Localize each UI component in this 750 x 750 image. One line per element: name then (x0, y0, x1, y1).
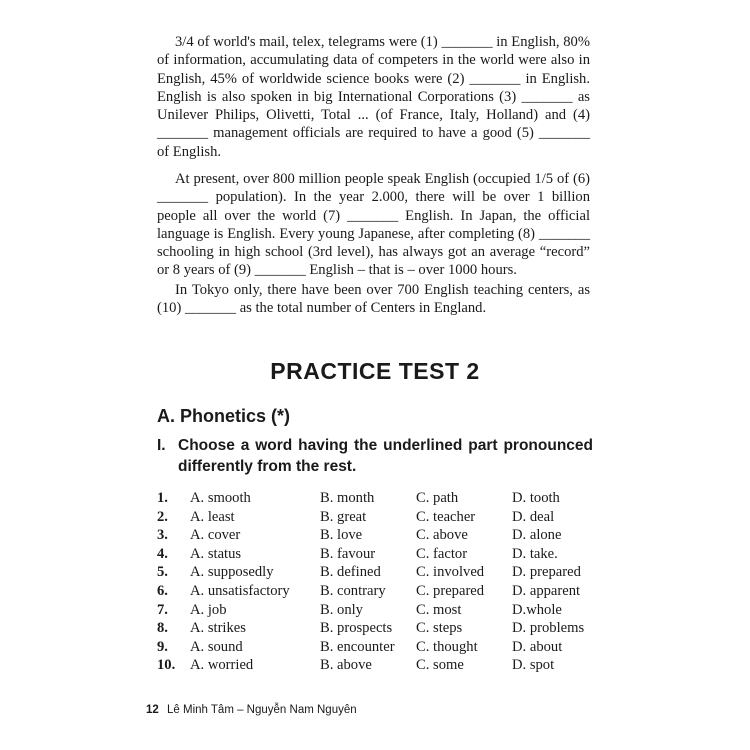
option-a: A. strikes (190, 620, 246, 637)
option-c: C. prepared (416, 582, 485, 599)
option-a: A. smooth (190, 490, 251, 506)
option-d: D. take. (512, 545, 558, 562)
option-d: D. deal (512, 508, 555, 525)
question-row (157, 509, 597, 528)
option-c: C. factor (416, 545, 468, 562)
passage-paragraph-1: 3/4 of world's mail, telex, telegrams were (1) _______ in English, 80% of information, accumulating data of competers in the world were also in English, 45% of worldwide science books were (2) _______ in English. English is also spoken in big International Corporations (3) _______ as Unilever Philips, Olivetti, Total ... (of France, Italy, Holland) and (4) _______ management officials are required to have a good (5) _______ of English. (157, 34, 590, 160)
option-c: C. above (416, 527, 468, 544)
option-d: D. alone (512, 527, 562, 544)
page-footer (146, 704, 357, 716)
option-a: A. worried (190, 657, 254, 674)
passage-paragraph-3: In Tokyo only, there have been over 700 English teaching centers, as (10) _______ as the total number of Centers in England. (157, 282, 590, 317)
question-row (157, 639, 597, 658)
option-a: A. status (190, 545, 242, 562)
question-row (157, 602, 597, 621)
option-a: A. cover (190, 527, 241, 544)
option-d: D. spot (512, 657, 555, 674)
question-number: 10. (157, 657, 176, 674)
question-number: 5. (157, 564, 168, 581)
question-number: 6. (157, 582, 168, 599)
question-row (157, 546, 597, 565)
option-b: B. favour (320, 545, 376, 562)
option-a: A. supposedly (190, 564, 274, 581)
option-c: C. involved (416, 564, 485, 581)
option-b: B. month (320, 490, 375, 506)
instruction-number: I. (157, 437, 166, 454)
question-row (157, 583, 597, 602)
option-b: B. prospects (320, 620, 393, 637)
question-number: 1. (157, 490, 168, 506)
option-c: C. some (416, 657, 464, 674)
option-c: C. thought (416, 638, 478, 655)
option-b: B. defined (320, 564, 381, 581)
question-number: 4. (157, 545, 168, 562)
option-d: D.whole (512, 601, 562, 618)
option-a: A. sound (190, 638, 243, 655)
question-row (157, 527, 597, 546)
option-d: D. tooth (512, 490, 560, 506)
section-heading: A. Phonetics (*) (157, 406, 291, 426)
footer-authors: Lê Minh Tâm – Nguyễn Nam Nguyên (167, 704, 357, 716)
question-number: 7. (157, 601, 168, 618)
option-b: B. encounter (320, 638, 395, 655)
option-c: C. steps (416, 620, 463, 637)
question-row (157, 657, 597, 676)
option-c: C. path (416, 490, 459, 506)
question-number: 9. (157, 638, 168, 655)
option-b: B. contrary (320, 582, 386, 599)
question-number: 8. (157, 620, 168, 637)
question-row (157, 564, 597, 583)
page-number: 12 (146, 704, 159, 716)
option-b: B. love (320, 527, 363, 544)
option-c: C. teacher (416, 508, 476, 525)
option-d: D. apparent (512, 582, 581, 599)
instruction-text: Choose a word having the underlined part pronounced differently from the rest. (178, 437, 593, 475)
option-d: D. about (512, 638, 563, 655)
instruction (157, 435, 593, 477)
option-b: B. great (320, 508, 367, 525)
option-d: D. prepared (512, 564, 581, 581)
question-row (157, 620, 597, 639)
question-number: 2. (157, 508, 168, 525)
option-c: C. most (416, 601, 462, 618)
question-list (157, 490, 597, 676)
option-b: B. only (320, 601, 363, 618)
option-a: A. job (190, 601, 227, 618)
option-d: D. problems (512, 620, 585, 637)
option-a: A. least (190, 508, 235, 525)
practice-test-title: PRACTICE TEST 2 (270, 358, 480, 384)
question-row (157, 490, 597, 509)
question-number: 3. (157, 527, 168, 544)
passage-paragraph-2: At present, over 800 million people speak English (occupied 1/5 of (6) _______ population). In the year 2.000, there will be over 1 billion people all over the world (7) _______ English. In Japan, the official language is English. Every young Japanese, after completing (8) _______ schooling in high school (3rd level), has always got an average “record” or 8 years of (9) _______ English – that is – over 1000 hours. (157, 171, 590, 279)
option-a: A. unsatisfactory (190, 582, 290, 599)
option-b: B. above (320, 657, 372, 674)
